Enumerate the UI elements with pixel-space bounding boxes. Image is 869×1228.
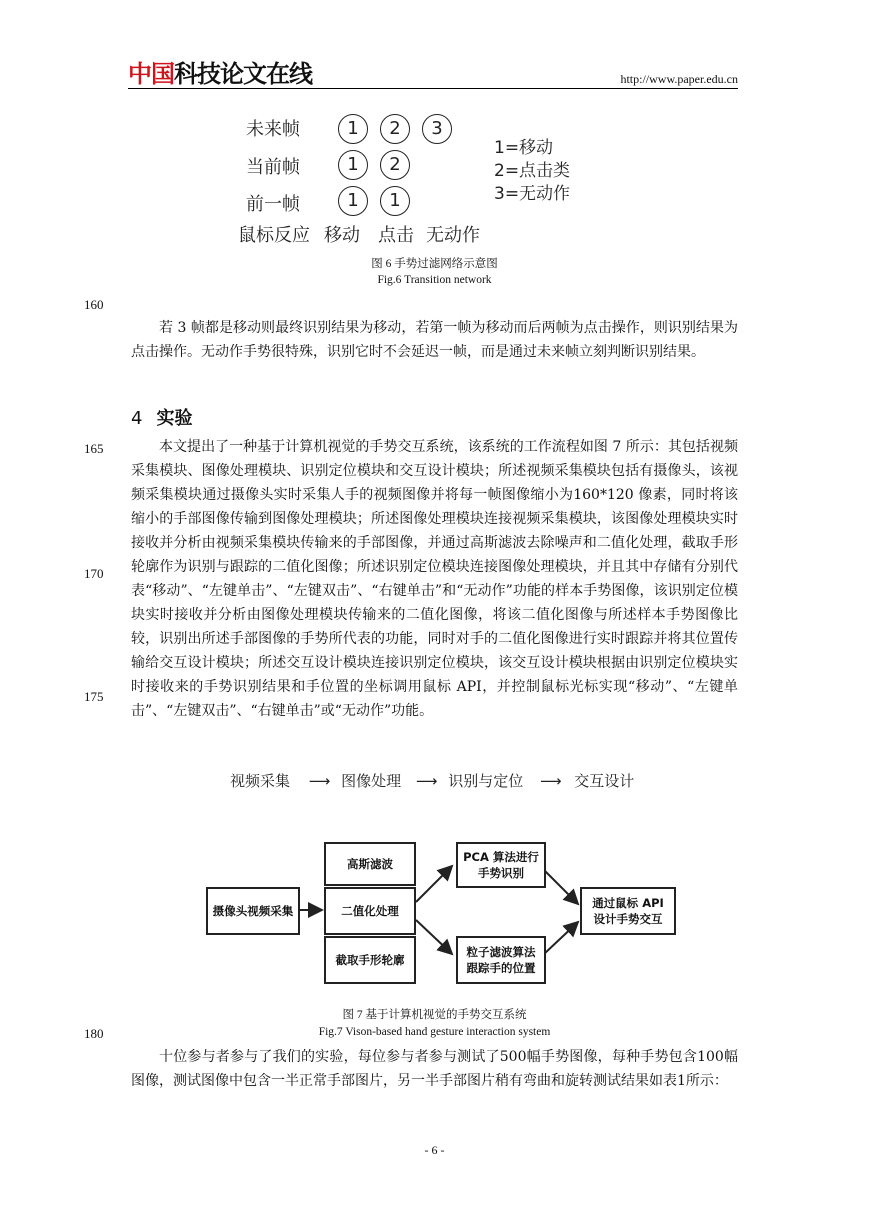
row-label-current: 当前帧 (246, 157, 300, 178)
box-particle-tracking: 粒子滤波算法 跟踪手的位置 (456, 936, 546, 984)
arrow-right-icon: ⟶ (415, 772, 438, 790)
flow-step-recognition: 识别与定位 (448, 772, 524, 790)
line-number: 175 (84, 689, 104, 704)
figure-7-caption-cn: 图 7 基于计算机视觉的手势交互系统 (342, 1009, 527, 1021)
row-label-previous: 前一帧 (246, 194, 300, 215)
legend-2: 2=点击类 (494, 161, 571, 181)
body-paragraph-1 (131, 316, 738, 364)
box-contour-extraction: 截取手形轮廓 (324, 936, 416, 984)
header-url[interactable]: http://www.paper.edu.cn (620, 72, 738, 86)
previous-frame-2: 1 (380, 186, 410, 216)
figure-7-caption-en: Fig.7 Vison-based hand gesture interaction system (318, 1026, 551, 1038)
reaction-move: 移动 (324, 225, 360, 246)
box-camera-capture: 摄像头视频采集 (206, 887, 300, 935)
legend-3: 3=无动作 (494, 184, 571, 204)
header-rule (128, 88, 738, 89)
figure-6-transition-network (232, 108, 572, 248)
box-gaussian-filter: 高斯滤波 (324, 842, 416, 886)
figure-6-caption-cn: 图 6 手势过滤网络示意图 (371, 258, 498, 270)
previous-frame-1: 1 (338, 186, 368, 216)
line-number: 170 (84, 566, 104, 581)
legend-1: 1=移动 (494, 138, 554, 158)
future-frame-1: 1 (338, 114, 368, 144)
figure-7-flow-line (230, 770, 634, 791)
reaction-none: 无动作 (426, 225, 480, 246)
line-number: 180 (84, 1026, 104, 1041)
box-mouse-api: 通过鼠标 API 设计手势交互 (580, 887, 676, 935)
future-frame-3: 3 (422, 114, 452, 144)
row-label-future: 未来帧 (246, 119, 300, 140)
future-frame-2: 2 (380, 114, 410, 144)
flow-step-processing: 图像处理 (341, 772, 402, 790)
box-pca-recognition: PCA 算法进行 手势识别 (456, 842, 546, 888)
line-number: 160 (84, 297, 104, 312)
figure-6-caption-en: Fig.6 Transition network (377, 274, 492, 286)
paragraph-text: 十位参与者参与了我们的实验，每位参与者参与测试了500幅手势图像，每种手势包含100幅图像，测试图像中包含一半正常手部图片，另一半手部图片稍有弯曲和旋转测试结果如表1所示： (131, 1049, 738, 1089)
current-frame-2: 2 (380, 150, 410, 180)
paragraph-text: 本文提出了一种基于计算机视觉的手势交互系统，该系统的工作流程如图 7 所示：其包括视频采集模块、图像处理模块、识别定位模块和交互设计模块；所述视频采集模块包括有摄像头，该视频采集模块通过摄像头实时采集人手的视频图像并将每一帧图像缩小为160*120 像素，同时将该缩小的手部图像传输到图像处理模块；所述图像处理模块连接视频采集模块，该图像处理模块实时接收并分析由视频采集模块传输来的手部图像，并通过高斯滤波去除噪声和二值化处理，截取手形轮廓作为识别与跟踪的二值化图像；所述识别定位模块连接图像处理模块，并且其中存储有分别代表“移动”、“左键单击”、“左键双击”、“右键单击”和“无动作”功能的样本手势图像，该识别定位模块实时接收并分析由图像处理模块传输来的二值化图像，将该二值化图像与所述样本手势图像比较，识别出所述手部图像的手势所代表的功能，同时对手的二值化图像进行实时跟踪并将其位置传输给交互设计模块；所述交互设计模块连接识别定位模块，该交互设计模块根据由识别定位模块实时接收来的手势识别结果和手位置的坐标调用鼠标 API，并控制鼠标光标实现“移动”、“左键单击”、“左键双击”、“右键单击”或“无动作”功能。 (131, 439, 738, 719)
current-frame-1: 1 (338, 150, 368, 180)
reaction-click: 点击 (378, 225, 414, 246)
arrow-right-icon: ⟶ (308, 772, 331, 790)
flow-step-interaction: 交互设计 (574, 772, 635, 790)
page-number: - 6 - (424, 1143, 445, 1157)
box-binarization: 二值化处理 (324, 887, 416, 935)
journal-logo: 中国科技论文在线 (128, 60, 312, 88)
flow-step-capture: 视频采集 (230, 772, 291, 790)
section-heading: 4 实验 (131, 408, 193, 429)
row-label-mouse-reaction: 鼠标反应 (238, 225, 310, 246)
line-number: 165 (84, 441, 104, 456)
body-paragraph-2 (131, 435, 738, 723)
paragraph-text: 若 3 帧都是移动则最终识别结果为移动，若第一帧为移动而后两帧为点击操作，则识别结果为点击操作。无动作手势很特殊，识别它时不会延迟一帧，而是通过未来帧立刻判断识别结果。 (131, 320, 738, 360)
figure-7-diagram (200, 830, 680, 990)
arrow-right-icon: ⟶ (539, 772, 562, 790)
body-paragraph-3 (131, 1045, 738, 1093)
